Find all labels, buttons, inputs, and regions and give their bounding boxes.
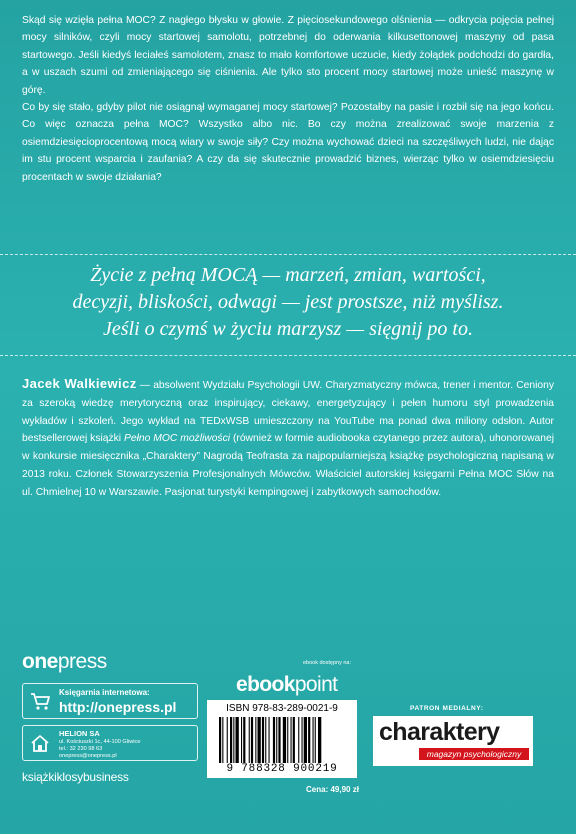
quote-line-3: Jeśli o czymś w życiu marzysz — sięgnij po to. [103, 318, 473, 340]
barcode-bar [230, 717, 232, 763]
barcode-bar [278, 717, 280, 763]
charaktery-tagline: magazyn psychologiczny [419, 748, 529, 760]
barcode-bar [315, 717, 316, 763]
barcode-bar [243, 717, 245, 763]
barcode-bar [255, 717, 256, 763]
intro-paragraph-2: Co by się stało, gdyby pilot nie osiągnął wymaganej mocy startowej? Pozostałby na pasie i rozbił się na jego końcu. Co więc oznacza pełna MOC? Wszystko albo nic. Bo czy można zrealizować swoje marzenia z osiemdziesięcioprocentową mocą wiary w swoje siły? Czy można wychować dzieci na szczęśliwych ludzi, nie dając im stu procent wsparcia i zaufania? A czy da się skutecznie prowadzić biznes, wierząc tylko w osiemdziesięciu procentach w swoje działania? [22, 102, 554, 183]
quote-line-1: Życie z pełną MOCĄ — marzeń, zmian, wartości, [90, 264, 486, 286]
quote-separator-top [0, 254, 576, 255]
barcode-bar [236, 717, 239, 763]
house-icon [29, 732, 51, 754]
author-name: Jacek Walkiewicz [22, 376, 137, 391]
charaktery-logo [373, 716, 533, 766]
ean-first-digit: 9 [226, 763, 234, 775]
bio-book-title: Pełno MOC możliwości [124, 433, 231, 445]
barcode-bar [308, 717, 310, 763]
barcode-bar [265, 717, 266, 763]
barcode-bar [222, 717, 223, 763]
barcode-bar [227, 717, 228, 763]
barcode-bar [298, 717, 299, 763]
bio-text-1: — absolwent Wydziału Psychologii UW. Charyzmatyczny mówca, trener i mentor. Ceniony za szeroką wiedzę merytoryczną oraz inspirujący, ciekawy, energetyzujący i pełen humoru styl prowadzenia wykładów i szkoleń. Jego wykład na TEDxWSB umieszczony na YouTube ma ponad dwa miliony odsłon. Autor bestsellerowej książki [22, 380, 554, 445]
shop-label: Księgarnia internetowa: [59, 688, 150, 697]
pull-quote [20, 262, 556, 343]
barcode-bar [241, 717, 242, 763]
barcode-bar [313, 717, 314, 763]
helion-address-box [22, 725, 198, 761]
author-bio [22, 375, 554, 502]
isbn-text: ISBN 978-83-289-0021-9 [226, 703, 338, 714]
helion-name: HELION SA [59, 729, 100, 738]
bio-text-2: (również w formie audiobooka czytanego przez autora), uhonorowanej w konkursie miesięcznika „Charaktery” Nagrodą Teofrasta za najpopularniejszą książkę psychologiczną napisaną w 2013 roku. Członek Stowarzyszenia Profesjonalnych Mówców. Właściciel autorskiej księgarni Pełna MOC Słów na ul. Chmielnej 10 w Warszawie. Pasjonat turystyki kempingowej i zabytkowych samochodów. [22, 433, 555, 498]
charaktery-wordmark: charaktery [379, 718, 500, 746]
media-patron-label: PATRON MEDIALNY: [410, 705, 484, 712]
barcode-bar [273, 717, 275, 763]
intro-text [22, 12, 554, 186]
barcode-bar [318, 717, 321, 763]
barcode-bar [269, 717, 270, 763]
barcode-bar [283, 717, 286, 763]
barcode-bar [233, 717, 234, 763]
barcode-bar [251, 717, 253, 763]
ean-right-group: 900219 [293, 763, 338, 775]
intro-paragraph-1: Skąd się wzięła pełna MOC? Z nagłego błysku w głowie. Z pięciosekundowego olśnienia — odkrycia pojęcia pełnej mocy silników, czyli mocy startowej samolotu, potrzebnej do oderwania kilkusettonowej maszyny od pasa startowego. Jeśli kiedyś leciałeś samolotem, znasz to mało komfortowe uczucie, kiedy żołądek podchodzi do gardła, a w uszach szumi od zmieniającego się ciśnienia. Ale tylko sto procent mocy startowej może unieść maszynę w górę. [22, 15, 554, 96]
cart-icon [29, 690, 51, 712]
online-shop-box[interactable] [22, 683, 198, 719]
barcode-bar [302, 717, 303, 763]
helion-email: onepress@onepress.pl [59, 753, 117, 759]
ebookpoint-logo-point: point [294, 673, 338, 696]
price: Cena: 49,90 zł [306, 785, 359, 794]
barcode-bar [287, 717, 288, 763]
onepress-logo [22, 650, 107, 674]
ebook-available-text: ebook dostępny na: [302, 660, 351, 666]
barcode-bar [276, 717, 277, 763]
quote-separator-bottom [0, 355, 576, 356]
barcode [207, 700, 357, 778]
barcode-bar [219, 717, 221, 763]
series-name: książkiklosybusiness [22, 770, 129, 784]
onepress-logo-one: one [22, 650, 58, 673]
shop-url-link[interactable]: http://onepress.pl [59, 699, 177, 715]
helion-address: ul. Kościuszki 1c, 44-100 Gliwice [59, 739, 141, 745]
barcode-bar [304, 717, 307, 763]
barcode-bar [291, 717, 292, 763]
ebookpoint-logo [236, 673, 337, 697]
ean-left-group: 788328 [241, 763, 286, 775]
ean-digits [207, 763, 357, 775]
barcode-bar [258, 717, 261, 763]
onepress-logo-press: press [57, 650, 107, 673]
barcode-bar [293, 717, 295, 763]
barcode-bar [262, 717, 264, 763]
helion-phone: tel.: 32 230 98 63 [59, 746, 103, 752]
ebookpoint-logo-ebook: ebook [236, 673, 295, 696]
quote-line-2: decyzji, bliskości, odwagi — jest prostsze, niż myślisz. [72, 291, 504, 313]
barcode-bars [219, 717, 345, 763]
barcode-bar [249, 717, 250, 763]
